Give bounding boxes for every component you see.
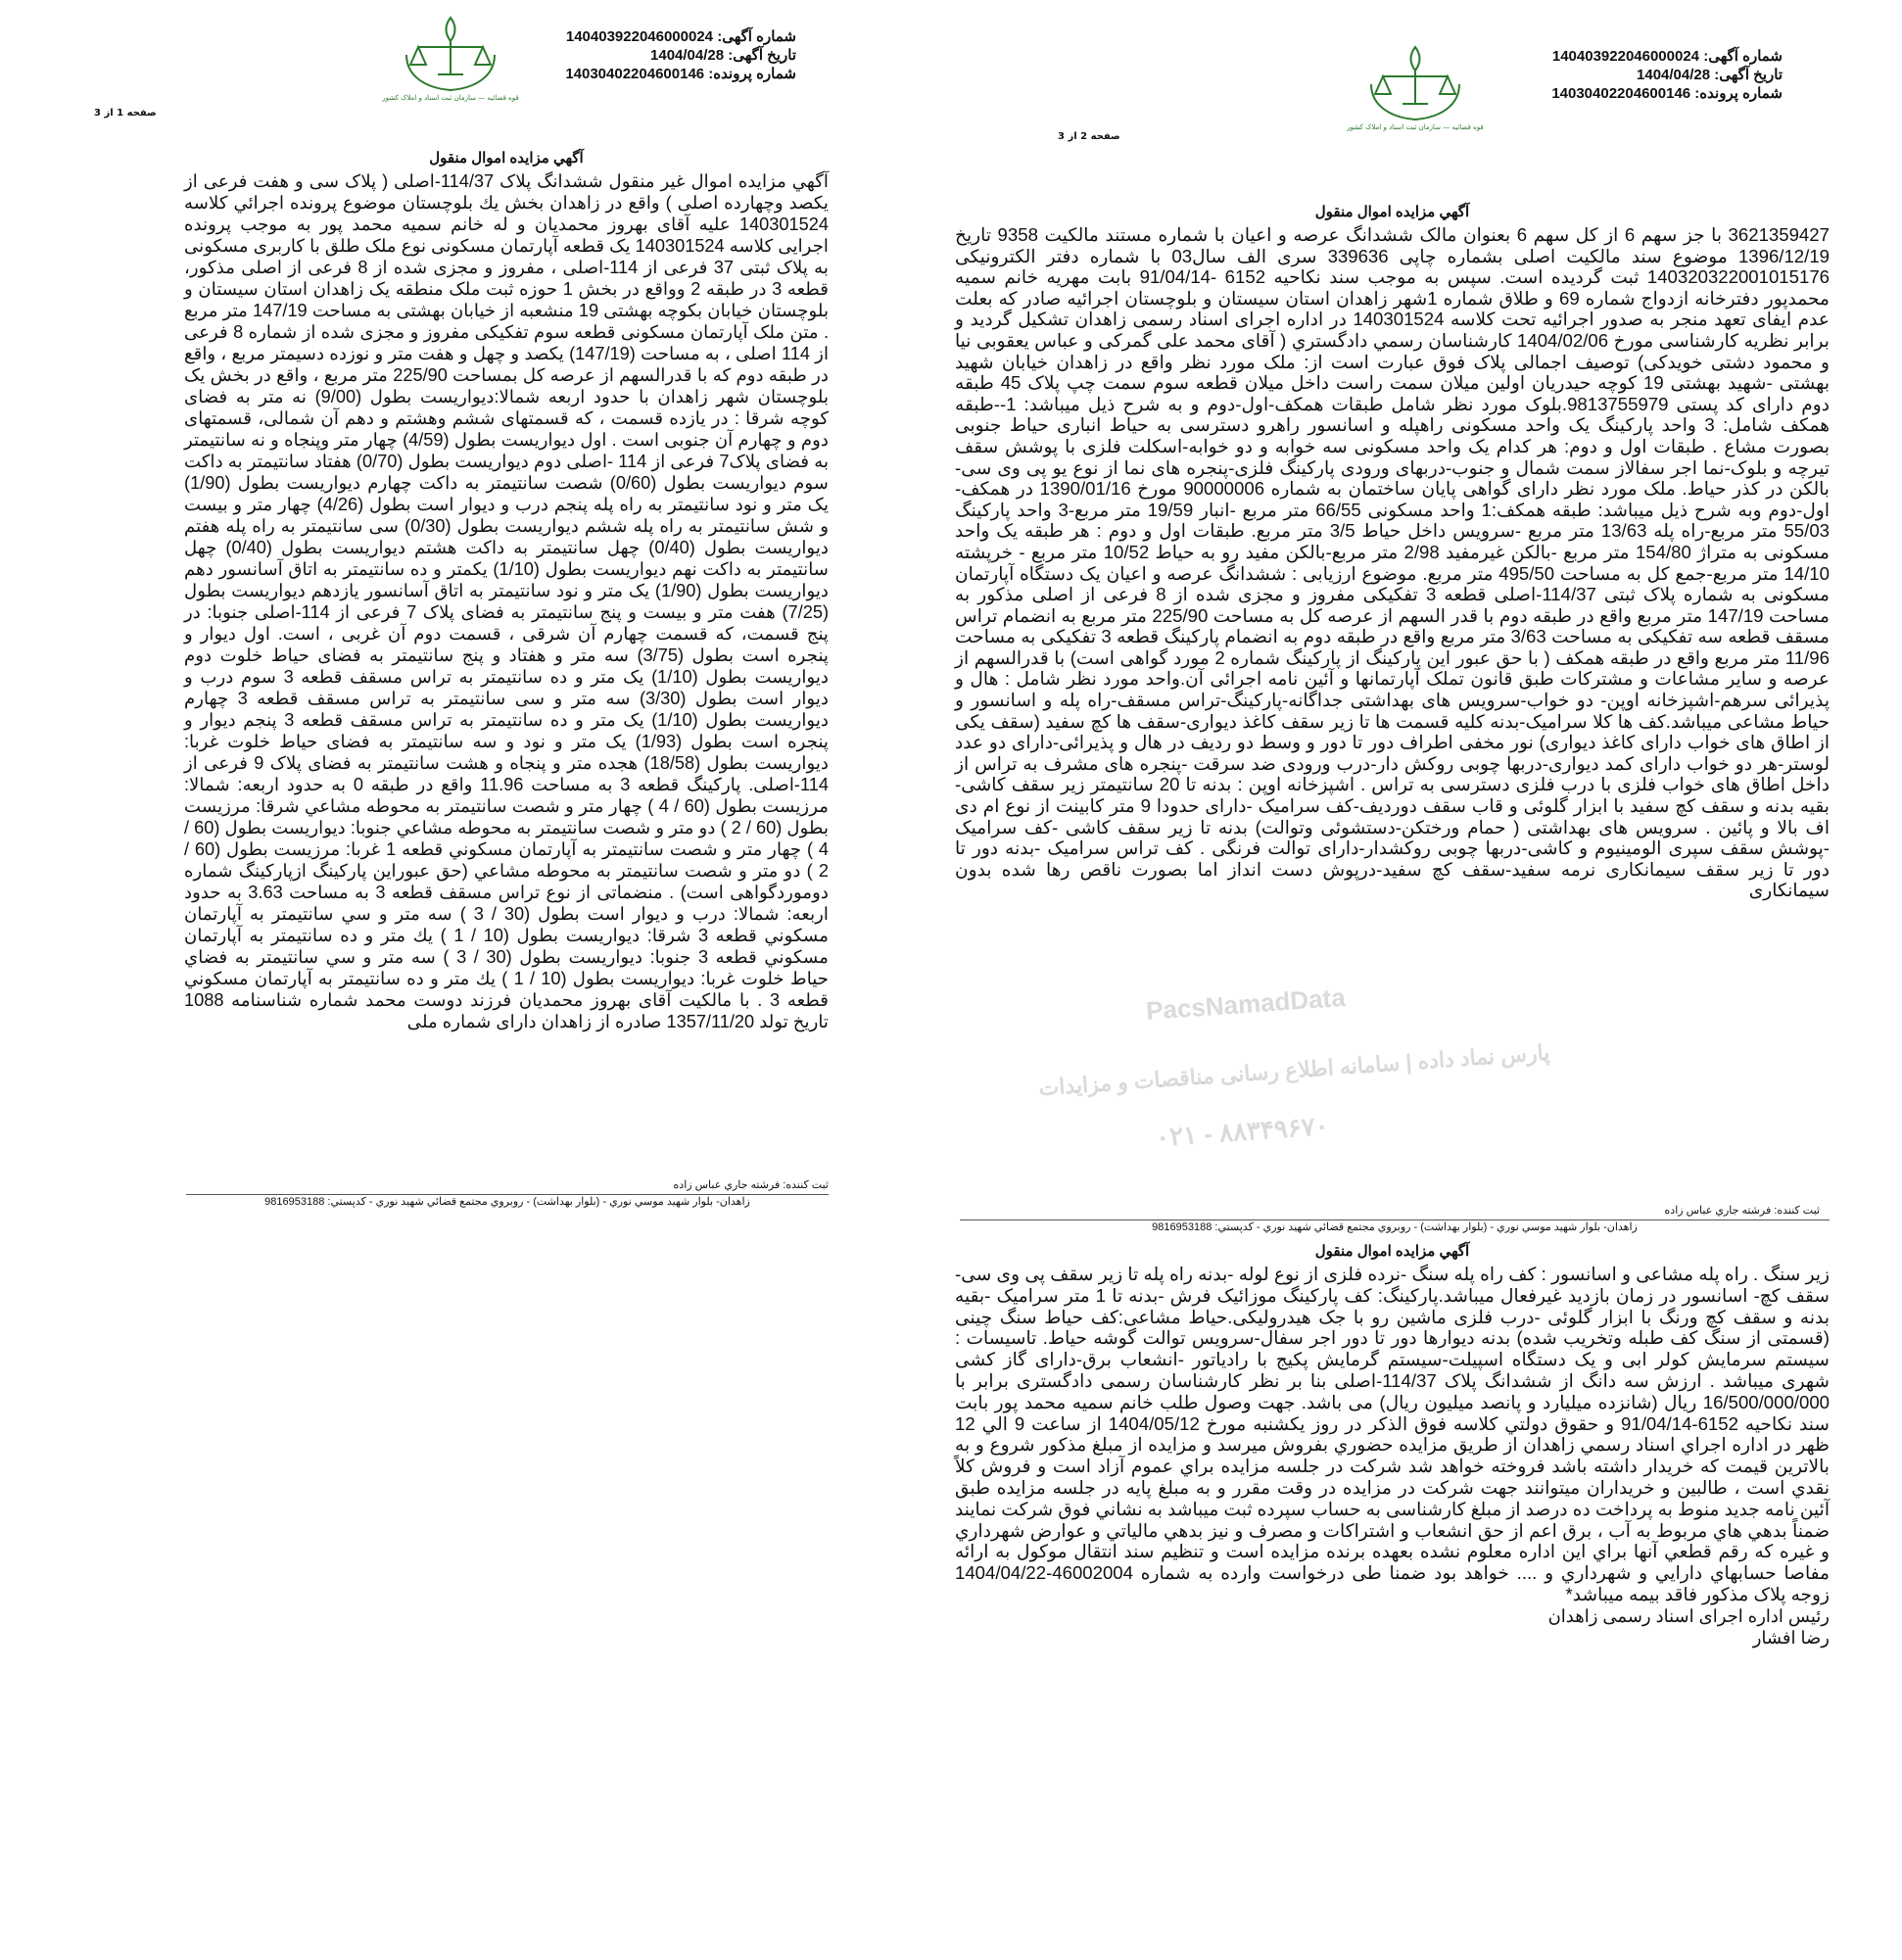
left-ad-date: تاریخ آگهی: 1404/04/28 xyxy=(650,47,796,64)
left-registrar: ثبت کننده: فرشته جاري عباس زاده xyxy=(673,1179,829,1191)
left-page-title: آگهي مزايده اموال منقول xyxy=(429,150,584,167)
right-ad-date: تاریخ آگهی: 1404/04/28 xyxy=(1637,67,1783,83)
left-emblem-caption: قوه قضائيه — سازمان ثبت اسناد و املاک کشور xyxy=(382,94,519,102)
left-address: زاهدان- بلوار شهيد موسي نوري - (بلوار بهداشت) - روبروي مجتمع قضائي شهيد نوري - کدپستي: 9816953188 xyxy=(264,1196,750,1208)
judiciary-emblem-icon xyxy=(1347,41,1484,131)
bottom-page-content xyxy=(955,1242,1830,1649)
signature-title: رئیس اداره اجرای اسناد رسمی زاهدان xyxy=(1547,1605,1830,1626)
watermark-brand: PacsNamadData xyxy=(1145,981,1347,1027)
right-page-body: 3621359427 با جز سهم 6 از کل سهم 6 بعنوان مالک ششدانگ عرصه و اعیان با شماره مستند مالکیت 9358 تاریخ 1396/12/19 موضوع سند مالکیت اصلی بشماره چاپی 339636 سری الف سال03 با شماره دفتر الکترونیکی 140320322001015176 ثبت گردیده است. سپس به موجب سند نکاحیه 6152 -91/04/14 بابت مهریه خانم سمیه محمدپور دفترخانه ازدواج شماره 69 و طلاق شماره 1شهر زاهدان استان سیستان و بلوچستان اجرائیه صادر که بعلت عدم ایفای تعهد منجر به صدور اجرائیه تحت کلاسه 140301524 در اداره اجرای اسناد رسمی زاهدان تشکیل گردید و برابر نظریه کارشناسی مورخ 1404/02/06 کارشناسان رسمي دادگستري ( آقای محمد علی گمرکی و عباس یعقوبی نیا و محمود دشتی خویدکی) توصیف اجمالی پلاک فوق عبارت است از: ملک مورد نظر واقع در زاهدان خیابان شهید بهشتی -شهید بهشتی 19 کوچه حیدریان اولین میلان سمت راست داخل میلان قطعه سوم سمت چپ پلاک 45 طبقه دوم دارای کد پستی 9813755979.بلوک مورد نظر شامل طبقات همکف-اول-دوم و به شرح ذیل میباشد: 1--طبقه همکف شامل: 3 واحد پارکینگ یک واحد مسکونی راهپله و اسانسور راهرو دسترسی به حیاط انباری حیاط جنوبی بصورت مشاع . طبقات اول و دوم: هر کدام یک واحد مسکونی سه خوابه و دو خوابه-اسکلت فلزی با پوشش سقف تیرچه و بلوک-نما اجر سفالاز سمت شمال و جنوب-دربهای ورودی پارکینگ فلزی-پنجره های نما از نوع یو پی وی سی-بالکن در کذر حیاط. ملک مورد نظر دارای گواهی پایان ساختمان به شماره 90000006 مورخ 1390/01/16 در همکف-اول-دوم وبه شرح ذیل میباشد: طبقه همکف:1 واحد مسکونی 66/55 متر مربع -انبار 19/59 متر مربع-3 واحد پارکینگ 55/03 متر مربع-راه پله 13/63 متر مربع -سرویس داخل حیاط 3/5 متر مربع. طبقات اول و دوم : هر طبقه یک واحد مسکونی به متراژ 154/80 متر مربع -بالکن غیرمفید 2/98 متر مربع-بالکن مفید رو به حیاط 10/52 متر مربع - خرپشته 14/10 متر مربع-جمع کل به مساحت 495/50 متر مربع. موضوع ارزیابی : ششدانگ عرصه و اعیان یک دستگاه آپارتمان مسکونی به شماره پلاک ثبتی 114/37-اصلی قطعه 3 تفکیکی مفروز و مجزی شده از 8 فرعی از اصلی مذکور به مساحت 147/19 متر مربع واقع در طبقه دوم با قدر السهم از عرصه کل به مساحت 225/90 متر مربع به انضمام تراس مسقف قطعه سه تفکیکی به مساحت 3/63 متر مربع واقع در طبقه دوم به انضمام پارکینگ قطعه 3 تفکیکی به مساحت 11/96 متر مربع واقع در طبقه همکف ( با حق عبور این پارکینگ از پارکینگ شماره 2 مورد گواهی است) با قدرالسهم از عرصه و سایر مشاعات و مشترکات طبق قانون تملک آپارتمانها و آئین نامه اجرائی آن.واحد مورد نظر شامل : هال و پذیرائی سرهم-اشپزخانه اوپن- دو خواب-سرویس های بهداشتی جداگانه-پارکینگ-تراس مسقف-راه پله و اسانسور و حیاط مشاعی میباشد.کف ها کلا سرامیک-بدنه کلیه قسمت ها تا زیر سقف کاغذ دیواری-سقف ها کچ سفید (سقف یکی از اطاق های خواب دارای کاغذ دیواری) نور مخفی اطراف دور تا دور و وسط دو ردیف در هال و پذیرائی-دارای دو عدد لوستر-هر دو خواب دارای کمد دیواری-دربها چوبی روکش دار-درب ورودی ضد سرقت -پنجره های مشرف به تراس از داخل اطاق های خواب فلزی با درب فلزی دسترسی به تراس . اشپزخانه اوپن : بدنه تا 20 سانتیمتر زیر سقف کاشی-بقیه بدنه و سقف کچ سفید با ابزار گلوئی و قاب سقف دوردیف-کف سرامیک -دارای حدودا 9 متر کابینت از نوع ام دی اف بالا و پائین . سرویس های بهداشتی ( حمام ورختکن-دستشوئی وتوالت) بدنه تا زیر سقف کاشی -کف سرامیک -پوشش سقف سپری الومینیوم و کاشی-دربها چوبی روکشدار-دارای توالت فرنگی . کف تراس سرامیک -بدنه دور تا دور تا زیر سقف سیمانکاری نرمه سفید-سقف کچ سفید-درپوش دست انداز اما بصورت ناقص رها شده بدون سیمانکاری xyxy=(955,224,1831,901)
right-page-label: صفحه 2 از 3 xyxy=(1058,131,1120,142)
bottom-page-title: آگهي مزايده اموال منقول xyxy=(1314,1243,1470,1260)
right-footer-rule xyxy=(960,1219,1830,1220)
left-page-body: آگهي مزايده اموال غير منقول ششدانگ پلاک 114/37-اصلی ( پلاک سی و هفت فرعی از یکصد وچهارده اصلی ) واقع در زاهدان بخش یك بلوچستان موضوع پرونده اجرائي كلاسه 140301524 علیه آقای بهروز محمدیان و له خانم سمیه محمد پور به موجب پرونده اجرایی کلاسه 140301524 یک قطعه آپارتمان مسکونی نوع ملک طلق با کاربری مسکونی به پلاک ثبتی 37 فرعی از 114-اصلی ، مفروز و مجزی شده از 8 فرعی از اصلی مذکور، قطعه 3 در طبقه 2 وواقع در بخش 1 حوزه ثبت ملک منطقه یک زاهدان استان سیستان و بلوچستان خیابان بکوچه بهشتی 19 منشعبه از خیابان بهشتی به مساحت 147/19 متر مربع . متن ملک آپارتمان مسکونی قطعه سوم تفکیکی مفروز و مجزی شده از شماره 8 فرعی از 114 اصلی ، به مساحت (147/19) یکصد و چهل و هفت متر و نوزده دسیمتر مربع ، واقع در طبقه دوم که با قدرالسهم از عرصه کل بمساحت 225/90 متر مربع ، واقع در بخش یک بلوچستان شهر زاهدان با حدود اربعه شمالا:دیواریست بطول (9/00) نه متر به فضای کوچه شرقا : در یازده قسمت ، که قسمتهای ششم وهشتم و دهم آن شمالی، قسمتهای دوم و چهارم آن جنوبی است . اول دیواریست بطول (4/59) چهار متر وپنجاه و نه سانتیمتر به فضای پلاک7 فرعی از 114 -اصلی دوم دیواریست بطول (0/70) هفتاد سانتیمتر به داکت سوم دیواریست بطول (0/60) شصت سانتیمتر به داکت چهارم دیواریست بطول (1/90) یک متر و نود سانتیمتر به راه پله پنجم درب و دیوار است بطول (4/26) چهار متر و بیست و شش سانتیمتر به راه پله ششم دیواریست بطول (0/30) سی سانتیمتر به راه پله هفتم دیواریست بطول (0/40) چهل سانتیمتر به داکت هشتم دیواریست بطول (0/40) چهل سانتیمتر به داکت نهم دیواریست بطول (1/10) یکمتر و ده سانتیمتر به اتاق آسانسور دهم دیواریست بطول (1/90) یک متر و نود سانتیمتر به اتاق آسانسور یازدهم دیواریست بطول (7/25) هفت متر و بیست و پنج سانتیمتر به فضای پلاک 7 فرعی از 114-اصلی جنوبا: در پنج قسمت، که قسمت چهارم آن شرقی ، قسمت دوم آن غربی ، است. اول دیوار و پنجره است بطول (3/75) سه متر و هفتاد و پنج سانتیمتر به فضای حیاط خلوت دوم دیواریست بطول (1/10) یک متر و ده سانتیمتر به تراس مسقف قطعه 3 سوم درب و دیوار است بطول (3/30) سه متر و سی سانتیمتر به تراس مسقف قطعه 3 چهارم دیواریست بطول (1/10) یک متر و ده سانتیمتر به تراس مسقف قطعه 3 پنجم دیوار و پنجره است بطول (1/93) یک متر و نود و سه سانتیمتر به فضای حیاط خلوت غربا: دیواریست بطول (18/58) هجده متر و پنجاه و هشت سانتیمتر به فضای پلاک 9 فرعی از 114-اصلی. پارکینگ قطعه 3 به مساحت 11.96 واقع در طبقه 0 به حدود اربعه: شمالا: مرزيست بطول (60 / 4 ) چهار متر و شصت سانتيمتر به محوطه مشاعي شرقا: مرزيست بطول (60 / 2 ) دو متر و شصت سانتيمتر به محوطه مشاعي جنوبا: ديواريست بطول (60 / 4 ) چهار متر و شصت سانتيمتر به آپارتمان مسكوني قطعه 1 غربا: مرزيست بطول (60 / 2 ) دو متر و شصت سانتيمتر به محوطه مشاعي (حق عبوراين پاركينگ ازپاركينگ شماره دوموردگواهی است) . منضماتی از نوع تراس مسقف قطعه 3 به مساحت 3.63 به حدود اربعه: شمالا: درب و ديوار است بطول (30 / 3 ) سه متر و سي سانتيمتر به آپارتمان مسكوني قطعه 3 شرقا: ديواريست بطول (10 / 1 ) يك متر و ده سانتيمتر به آپارتمان مسكوني قطعه 3 جنوبا: ديواريست بطول (30 / 3 ) سه متر و سي سانتيمتر به فضاي حياط خلوت غربا: ديواريست بطول (10 / 1 ) يك متر و ده سانتيمتر به آپارتمان مسكوني قطعه 3 . با مالکیت آقای بهروز محمدیان فرزند دوست محمد شماره شناسنامه 1088 تاریخ تولد 1357/11/20 صادره از زاهدان دارای شماره ملی xyxy=(184,171,830,1031)
judiciary-emblem-icon xyxy=(382,12,519,102)
right-page-title: آگهي مزايده اموال منقول xyxy=(1314,204,1470,220)
watermark-tagline: پارس نماد داده | سامانه اطلاع رسانی مناقصات و مزایدات xyxy=(1037,1039,1551,1101)
right-emblem-caption: قوه قضائيه — سازمان ثبت اسناد و املاک کشور xyxy=(1347,123,1484,131)
left-file-number: شماره پرونده: 14030402204600146 xyxy=(565,66,796,82)
left-page-label: صفحه 1 از 3 xyxy=(94,108,157,119)
left-page-content xyxy=(184,149,829,1032)
right-ad-number: شماره آگهی: 140403922046000024 xyxy=(1551,48,1783,65)
left-ad-meta xyxy=(563,27,796,83)
right-ad-meta xyxy=(1530,47,1783,103)
right-address: زاهدان- بلوار شهيد موسي نوري - (بلوار بهداشت) - روبروي مجتمع قضائي شهيد نوري - کدپستي: 9816953188 xyxy=(1152,1221,1638,1233)
right-page-content xyxy=(955,203,1830,901)
right-file-number: شماره پرونده: 14030402204600146 xyxy=(1551,85,1783,102)
right-registrar: ثبت کننده: فرشته جاري عباس زاده xyxy=(1664,1205,1820,1217)
signature-name: رضا افشار xyxy=(1752,1627,1830,1648)
watermark-phone: ۰۲۱ - ۸۸۳۴۹۶۷۰ xyxy=(1155,1110,1330,1153)
left-footer-rule xyxy=(186,1194,829,1195)
bottom-page-body: زیر سنگ . راه پله مشاعی و اسانسور : کف راه پله سنگ -نرده فلزی از نوع لوله -بدنه راه پله تا زیر سقف پی وی سی-سقف کچ- اسانسور در زمان بازدید غیرفعال میباشد.پارکینگ: کف پارکینگ موزائیک فرش -بدنه تا 1 متر سرامیک -بقیه بدنه و سقف کچ ورنگ با ابزار گلوئی -درب فلزی ماشین رو با جک هیدرولیکی.حیاط مشاعی:کف حیاط سنگ چینی (قسمتی از سنگ کف طبله وتخریب شده) بدنه دیوارها دور تا دور اجر سفال-سرویس توالت گوشه حیاط. تاسیسات : سیستم سرمایش کولر ابی و یک دستگاه اسپیلت-سیستم گرمایش پکیج با رادیاتور -انشعاب برق-دارای گاز کشی شهری میباشد . ارزش سه دانگ از ششدانگ پلاک 114/37-اصلی بنا بر نظر کارشناسان رسمی دادگستری برابر با 16/500/000/000 ریال (شانزده میلیارد و پانصد میلیون ریال) می باشد. جهت وصول طلب خانم سمیه محمد پور بابت سند نکاحیه 6152-91/04/14 و حقوق دولتي كلاسه فوق الذكر در روز يكشنبه مورخ 1404/05/12 از ساعت 9 الي 12 ظهر در اداره اجراي اسناد رسمي زاهدان از طريق مزايده حضوري بفروش ميرسد و مزايده از مبلغ مذكور شروع و به بالاترين قيمت كه خريدار داشته باشد فروخته خواهد شد شركت در جلسه مزايده براي عموم آزاد است و فروش كلاً نقدي است ، طالبین و خريداران ميتوانند جهت شرکت در مزایده در وقت مقرر و به مبلغ پایه در جلسه مزایده طبق آئین نامه جدید منوط به پرداخت ده درصد از مبلغ کارشناسی به حساب سپرده ثبت میباشد به نشاني فوق شركت نمايند ضمناً بدهي هاي مربوط به آب ، برق اعم از حق انشعاب و اشتراكات و مصرف و نيز بدهي مالياتي و عوارض شهرداري و غيره كه رقم قطعي آنها براي اين اداره معلوم نشده بعهده برنده مزايده است و تنظيم سند انتقال موكول به ارائه مفاصا حسابهاي دارايي و شهرداري و .... خواهد بود ضمنا طی درخواست وارده به شماره 46002004-1404/04/22 زوجه پلاک مذکور فاقد بیمه میباشد* xyxy=(955,1264,1830,1604)
left-ad-number: شماره آگهی: 140403922046000024 xyxy=(565,28,796,45)
